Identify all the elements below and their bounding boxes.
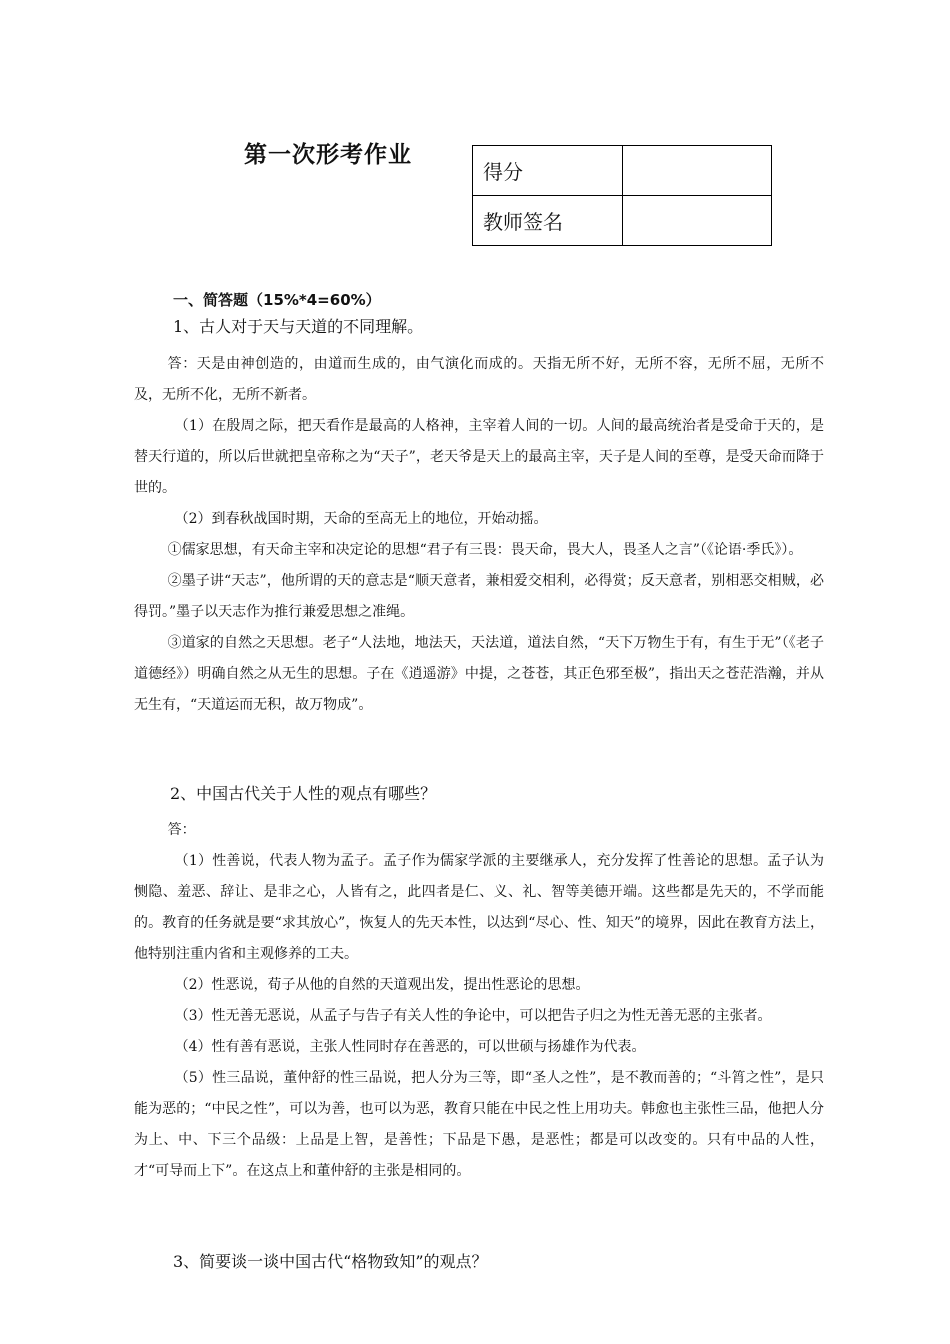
question-2: 2、中国古代关于人性的观点有哪些？ xyxy=(170,784,437,803)
answer-paragraph: （3）性无善无恶说，从孟子与告子有关人性的争论中，可以把告子归之为性无善无恶的主张者。 xyxy=(174,1008,772,1024)
answer-paragraph: ②墨子讲“天志”，他所谓的天的意志是“顺天意者，兼相爱交相利，必得赏；反天意者，别相恶交相贼，必得罚。”墨子以天志作为推行兼爱思想之准绳。 xyxy=(134,573,824,620)
answer-paragraph: ①儒家思想，有天命主宰和决定论的思想“君子有三畏：畏天命，畏大人，畏圣人之言”（《论语·季氏》）。 xyxy=(167,542,803,558)
section-heading: 一、简答题（15%*4=60%） xyxy=(173,291,381,309)
question-3: 3、简要谈一谈中国古代“格物致知”的观点？ xyxy=(173,1252,488,1271)
question-1: 1、古人对于天与天道的不同理解。 xyxy=(173,317,424,336)
answer-paragraph: ③道家的自然之天思想。老子“人法地，地法天，天法道，道法自然，“天下万物生于有，有生于无”（《老子道德经》）明确自然之从无生的思想。子在《逍遥游》中提，之苍苍，其正色邪至极”，指出天之苍茫浩瀚，并从无生有，“天道运而无积，故万物成”。 xyxy=(134,635,824,713)
answer-2 xyxy=(134,815,824,1187)
answer-paragraph: （1）性善说，代表人物为孟子。孟子作为儒家学派的主要继承人，充分发挥了性善论的思想。孟子认为恻隐、羞恶、辞让、是非之心，人皆有之，此四者是仁、义、礼、智等美德开端。这些都是先天的，不学而能的。教育的任务就是要“求其放心”，恢复人的先天本性，以达到“尽心、性、知天”的境界，因此在教育方法上，他特别注重内省和主观修养的工夫。 xyxy=(134,853,824,962)
answer-paragraph: （1）在殷周之际，把天看作是最高的人格神，主宰着人间的一切。人间的最高统治者是受命于天的，是替天行道的，所以后世就把皇帝称之为“天子”，老天爷是天上的最高主宰，天子是人间的至尊，是受天命而降于世的。 xyxy=(134,418,824,496)
score-label: 得分 xyxy=(473,146,623,196)
teacher-signature-row xyxy=(473,196,772,246)
answer-paragraph: （5）性三品说，董仲舒的性三品说，把人分为三等，即“圣人之性”，是不教而善的；“斗筲之性”，是只能为恶的；“中民之性”，可以为善，也可以为恶，教育只能在中民之性上用功夫。韩愈也主张性三品，他把人分为上、中、下三个品级：上品是上智，是善性；下品是下愚，是恶性；都是可以改变的。只有中品的人性，才“可导而上下”。在这点上和董仲舒的主张是相同的。 xyxy=(134,1070,824,1179)
answer-paragraph: （4）性有善有恶说，主张人性同时存在善恶的，可以世硕与扬雄作为代表。 xyxy=(174,1039,646,1055)
page-title: 第一次形考作业 xyxy=(244,142,412,168)
answer-1 xyxy=(134,349,824,721)
answer-paragraph: （2）到春秋战国时期，天命的至高无上的地位，开始动摇。 xyxy=(174,511,548,527)
score-value-cell[interactable] xyxy=(623,146,772,196)
teacher-signature-label: 教师签名 xyxy=(473,196,623,246)
teacher-signature-cell[interactable] xyxy=(623,196,772,246)
answer-paragraph: 答： xyxy=(167,822,196,838)
score-table xyxy=(472,145,772,246)
score-row xyxy=(473,146,772,196)
answer-paragraph: （2）性恶说，荀子从他的自然的天道观出发，提出性恶论的思想。 xyxy=(174,977,590,993)
answer-paragraph: 答：天是由神创造的，由道而生成的，由气演化而成的。天指无所不好，无所不容，无所不屈，无所不及，无所不化，无所不新者。 xyxy=(134,356,824,403)
